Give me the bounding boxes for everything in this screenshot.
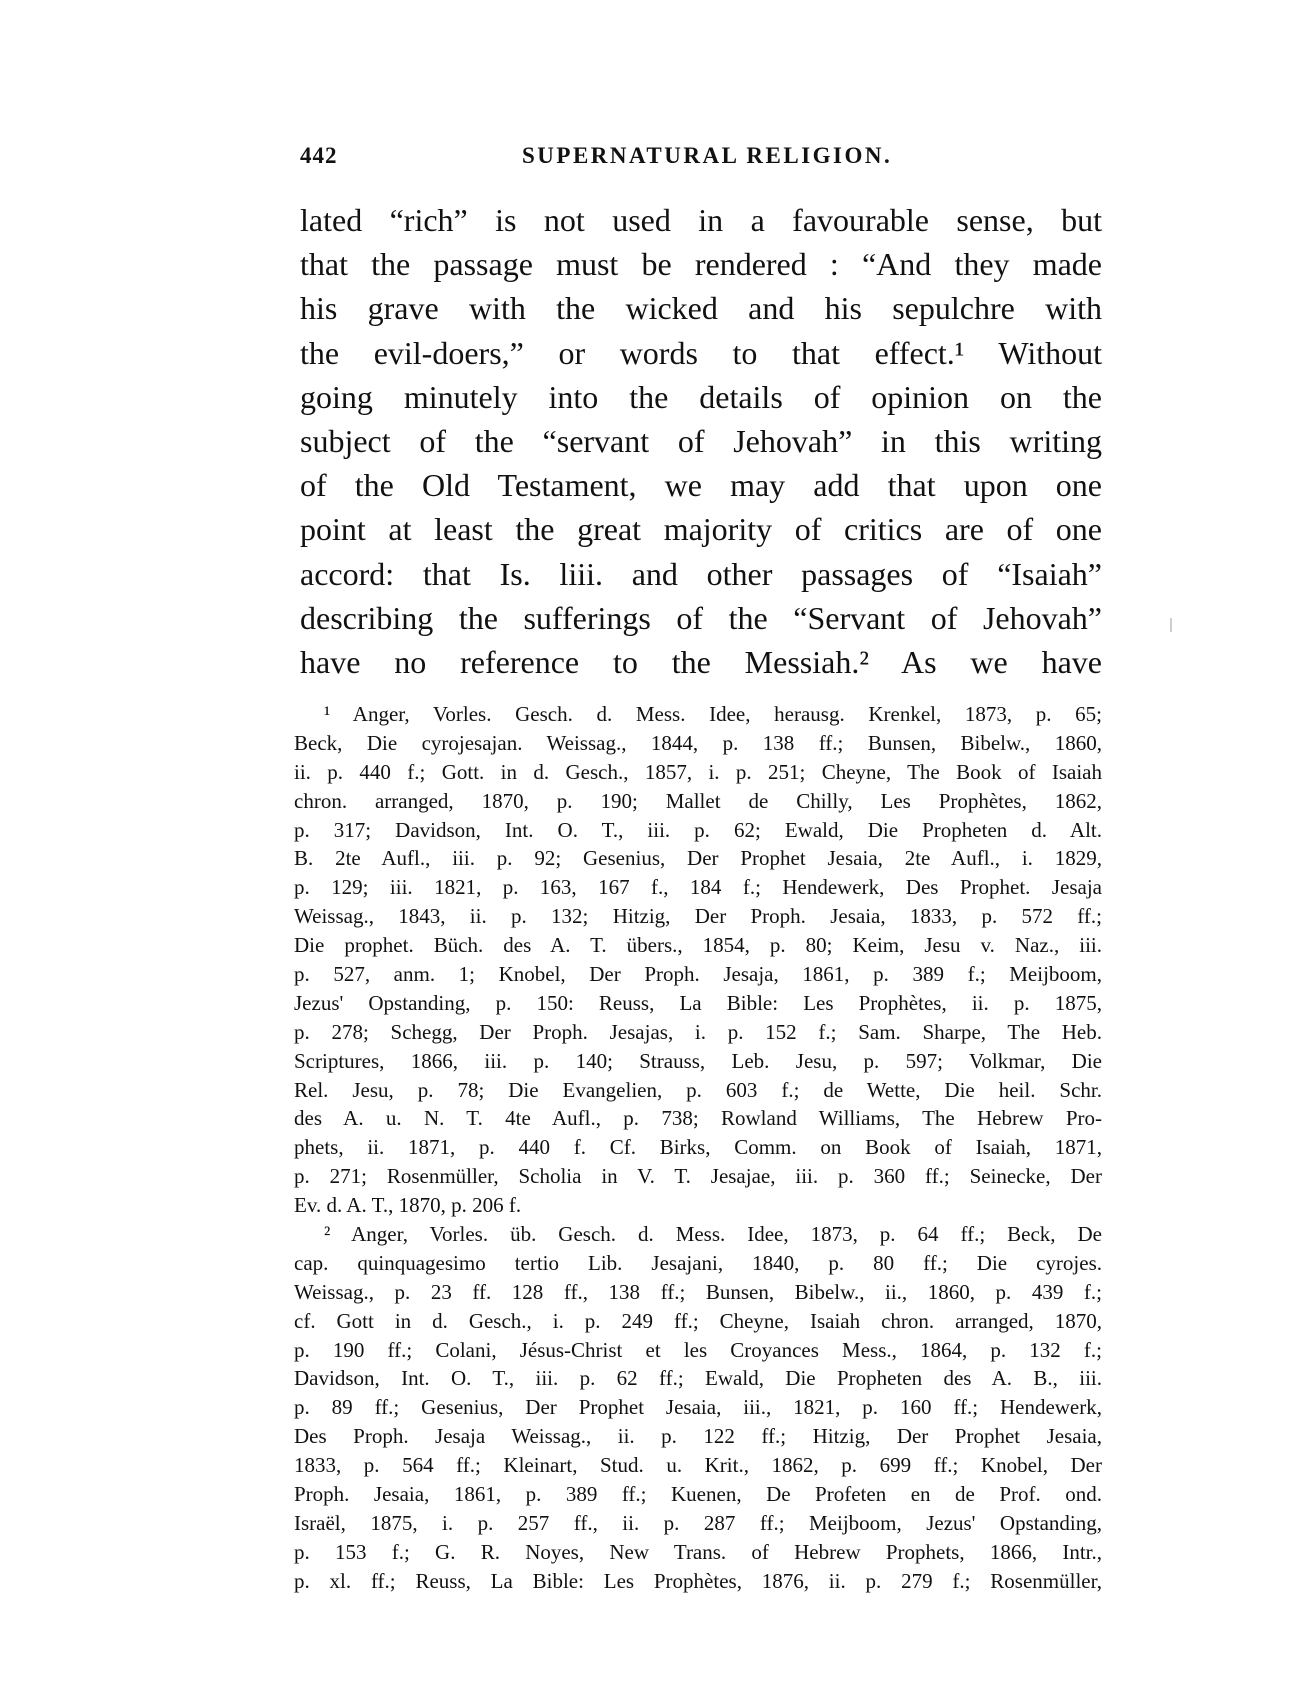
- footnote-line: cf. Gott in d. Gesch., i. p. 249 ff.; Cheyne, Isaiah chron. arranged, 1870,: [294, 1308, 1102, 1333]
- body-line: describing the sufferings of the “Servant of Jehovah”: [300, 599, 1102, 636]
- footnote-line: Beck, Die cyrojesajan. Weissag., 1844, p. 138 ff.; Bunsen, Bibelw., 1860,: [294, 730, 1102, 755]
- footnote-line: B. 2te Aufl., iii. p. 92; Gesenius, Der Prophet Jesaia, 2te Aufl., i. 1829,: [294, 846, 1102, 871]
- footnote-line: p. 317; Davidson, Int. O. T., iii. p. 62; Ewald, Die Propheten d. Alt.: [294, 817, 1102, 842]
- footnote-line: Davidson, Int. O. T., iii. p. 62 ff.; Ewald, Die Propheten des A. B., iii.: [294, 1366, 1102, 1391]
- body-line: have no reference to the Messiah.² As we have: [300, 643, 1102, 680]
- body-line: subject of the “servant of Jehovah” in this writing: [300, 422, 1102, 459]
- footnote-line: Die prophet. Büch. des A. T. übers., 1854, p. 80; Keim, Jesu v. Naz., iii.: [294, 933, 1102, 958]
- footnote-line: Jezus' Opstanding, p. 150: Reuss, La Bible: Les Prophètes, ii. p. 1875,: [294, 990, 1102, 1015]
- running-title: SUPERNATURAL RELIGION.: [522, 143, 893, 168]
- footnote-line: Weissag., p. 23 ff. 128 ff., 138 ff.; Bunsen, Bibelw., ii., 1860, p. 439 f.;: [294, 1279, 1102, 1304]
- body-line: that the passage must be rendered : “And they made: [300, 246, 1102, 283]
- footnote-line: p. 527, anm. 1; Knobel, Der Proph. Jesaja, 1861, p. 389 f.; Meijboom,: [294, 962, 1102, 987]
- body-line: lated “rich” is not used in a favourable sense, but: [300, 202, 1102, 238]
- footnote-line: Weissag., 1843, ii. p. 132; Hitzig, Der Proph. Jesaia, 1833, p. 572 ff.;: [294, 904, 1102, 929]
- body-line: the evil-doers,” or words to that effect.¹ Without: [300, 334, 1102, 371]
- footnote-line: ¹ Anger, Vorles. Gesch. d. Mess. Idee, herausg. Krenkel, 1873, p. 65;: [324, 702, 1102, 726]
- footnote-line: p. 278; Schegg, Der Proph. Jesajas, i. p. 152 f.; Sam. Sharpe, The Heb.: [294, 1019, 1102, 1044]
- footnotes: [294, 700, 1102, 1596]
- footnote-line: Proph. Jesaia, 1861, p. 389 ff.; Kuenen, De Profeten en de Prof. ond.: [294, 1482, 1102, 1507]
- footnote-line: p. 271; Rosenmüller, Scholia in V. T. Jesajae, iii. p. 360 ff.; Seinecke, Der: [294, 1164, 1102, 1189]
- footnote-line: phets, ii. 1871, p. 440 f. Cf. Birks, Comm. on Book of Isaiah, 1871,: [294, 1135, 1102, 1160]
- body-line: accord: that Is. liii. and other passages of “Isaiah”: [300, 555, 1102, 592]
- footnote-line: chron. arranged, 1870, p. 190; Mallet de Chilly, Les Prophètes, 1862,: [294, 788, 1102, 813]
- running-head: [300, 143, 1102, 173]
- footnote-line: p. 153 f.; G. R. Noyes, New Trans. of Hebrew Prophets, 1866, Intr.,: [294, 1539, 1102, 1564]
- page-number: 442: [300, 143, 338, 168]
- footnote-line: des A. u. N. T. 4te Aufl., p. 738; Rowland Williams, The Hebrew Pro-: [294, 1106, 1102, 1131]
- footnote-2: [294, 1220, 1102, 1596]
- footnote-line: p. 129; iii. 1821, p. 163, 167 f., 184 f.; Hendewerk, Des Prophet. Jesaja: [294, 875, 1102, 900]
- body-line: of the Old Testament, we may add that upon one: [300, 467, 1102, 504]
- footnote-line: ² Anger, Vorles. üb. Gesch. d. Mess. Idee, 1873, p. 64 ff.; Beck, De: [324, 1222, 1102, 1247]
- body-line: point at least the great majority of critics are of one: [300, 511, 1102, 548]
- footnote-line: p. 89 ff.; Gesenius, Der Prophet Jesaia, iii., 1821, p. 160 ff.; Hendewerk,: [294, 1395, 1102, 1420]
- footnote-line: ii. p. 440 f.; Gott. in d. Gesch., 1857, i. p. 251; Cheyne, The Book of Isaiah: [294, 759, 1102, 784]
- main-text: [300, 198, 1102, 684]
- footnote-line: Ev. d. A. T., 1870, p. 206 f.: [294, 1193, 522, 1218]
- footnote-line: Scriptures, 1866, iii. p. 140; Strauss, Leb. Jesu, p. 597; Volkmar, Die: [294, 1048, 1102, 1073]
- scan-mark: [1170, 618, 1172, 632]
- footnote-line: Israël, 1875, i. p. 257 ff., ii. p. 287 ff.; Meijboom, Jezus' Opstanding,: [294, 1510, 1102, 1535]
- footnote-line: 1833, p. 564 ff.; Kleinart, Stud. u. Krit., 1862, p. 699 ff.; Knobel, Der: [294, 1453, 1102, 1478]
- footnote-1: [294, 700, 1102, 1220]
- footnote-line: cap. quinquagesimo tertio Lib. Jesajani, 1840, p. 80 ff.; Die cyrojes.: [294, 1250, 1102, 1275]
- footnote-line: p. 190 ff.; Colani, Jésus-Christ et les Croyances Mess., 1864, p. 132 f.;: [294, 1337, 1102, 1362]
- footnote-line: Rel. Jesu, p. 78; Die Evangelien, p. 603 f.; de Wette, Die heil. Schr.: [294, 1077, 1102, 1102]
- footnote-line: p. xl. ff.; Reuss, La Bible: Les Prophètes, 1876, ii. p. 279 f.; Rosenmüller,: [294, 1568, 1102, 1593]
- body-line: his grave with the wicked and his sepulchre with: [300, 290, 1102, 327]
- body-line: going minutely into the details of opinion on the: [300, 378, 1102, 415]
- footnote-line: Des Proph. Jesaja Weissag., ii. p. 122 ff.; Hitzig, Der Prophet Jesaia,: [294, 1424, 1102, 1449]
